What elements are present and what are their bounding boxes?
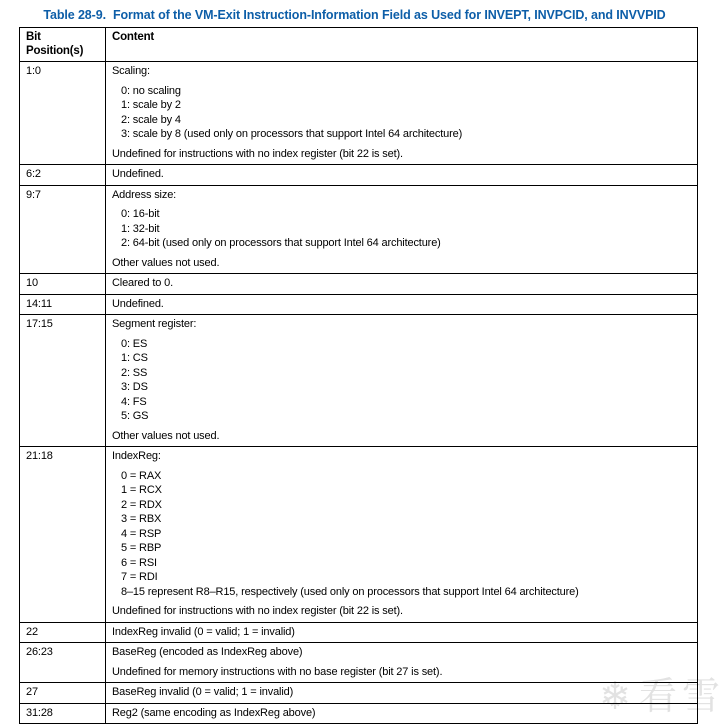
value-list-item: 1: scale by 2 xyxy=(121,99,181,111)
value-list-item: 0: ES xyxy=(121,337,148,350)
value-list-item: 0 = RAX xyxy=(121,469,162,482)
value-list-item: 1: 32-bit xyxy=(121,222,160,235)
snowflake-icon: ❄ xyxy=(599,676,631,718)
bit-position-value: 27 xyxy=(26,686,38,698)
column-header-content: Content xyxy=(106,28,698,62)
content-paragraph xyxy=(112,685,692,700)
value-list-item: 2: 64-bit (used only on processors that support Intel 64 architecture) xyxy=(121,237,441,249)
column-header-bit-positions: Bit Position(s) xyxy=(20,28,106,62)
table-row xyxy=(20,315,698,447)
value-list-item: 2: SS xyxy=(121,366,148,379)
table-row xyxy=(20,643,698,683)
table-row xyxy=(20,683,698,704)
content-text: Cleared to 0. xyxy=(112,277,174,289)
bit-position-cell xyxy=(20,315,106,447)
content-paragraph xyxy=(112,625,692,640)
content-paragraph xyxy=(112,167,692,182)
content-text: Segment register: xyxy=(112,318,197,330)
content-cell xyxy=(106,643,698,683)
value-list xyxy=(112,84,692,142)
content-text: Undefined for instructions with no index register (bit 22 is set). xyxy=(112,147,403,160)
value-list-item: 4 = RSP xyxy=(121,527,162,540)
bit-position-value: 21:18 xyxy=(26,450,53,462)
content-paragraph xyxy=(112,147,692,162)
table-row xyxy=(20,62,698,165)
value-list-item: 3: DS xyxy=(121,381,148,393)
value-list-item: 6 = RSI xyxy=(121,556,157,569)
content-text: Address size: xyxy=(112,188,177,201)
value-list xyxy=(112,337,692,424)
content-text: Undefined. xyxy=(112,297,164,310)
table-row xyxy=(20,703,698,724)
content-paragraph xyxy=(112,64,692,79)
content-cell xyxy=(106,622,698,643)
content-cell xyxy=(106,315,698,447)
content-text: IndexReg: xyxy=(112,450,161,462)
bit-position-cell xyxy=(20,703,106,724)
table-body xyxy=(20,62,698,724)
value-list-item: 3: scale by 8 (used only on processors that support Intel 64 architecture) xyxy=(121,128,463,140)
content-cell xyxy=(106,185,698,274)
content-text: IndexReg invalid (0 = valid; 1 = invalid) xyxy=(112,625,295,638)
bit-position-value: 6:2 xyxy=(26,168,41,180)
content-cell xyxy=(106,294,698,315)
bit-position-value: 10 xyxy=(26,277,38,289)
content-paragraph xyxy=(112,706,692,721)
table-header-row xyxy=(20,28,698,62)
content-paragraph xyxy=(112,276,692,291)
bit-position-value: 31:28 xyxy=(26,706,53,719)
bit-position-cell xyxy=(20,294,106,315)
value-list-item: 3 = RBX xyxy=(121,513,162,525)
bit-position-cell xyxy=(20,274,106,295)
table-caption-number: Table 28-9. xyxy=(43,8,106,22)
content-text: Scaling: xyxy=(112,65,150,77)
content-text: Other values not used. xyxy=(112,429,220,442)
bit-position-cell xyxy=(20,643,106,683)
value-list-item: 7 = RDI xyxy=(121,571,158,583)
table-row xyxy=(20,294,698,315)
table-caption xyxy=(0,8,709,22)
table-row xyxy=(20,622,698,643)
value-list-item: 2 = RDX xyxy=(121,498,162,511)
content-text: Other values not used. xyxy=(112,256,220,269)
bit-position-value: 17:15 xyxy=(26,318,53,330)
bit-position-cell xyxy=(20,165,106,186)
bit-position-value: 22 xyxy=(26,625,38,638)
bit-position-value: 1:0 xyxy=(26,65,41,77)
table-caption-title: Format of the VM-Exit Instruction-Information Field as Used for INVEPT, INVPCID, and INVVPID xyxy=(112,8,666,22)
value-list-item: 4: FS xyxy=(121,395,147,408)
value-list xyxy=(112,207,692,251)
bit-position-value: 9:7 xyxy=(26,188,41,201)
bit-position-value: 26:23 xyxy=(26,646,53,658)
content-cell xyxy=(106,703,698,724)
bit-position-value: 14:11 xyxy=(26,297,52,310)
vm-exit-instruction-info-table xyxy=(19,27,698,724)
content-paragraph xyxy=(112,297,692,312)
content-paragraph xyxy=(112,665,692,680)
content-cell xyxy=(106,165,698,186)
content-paragraph xyxy=(112,188,692,203)
value-list-item: 8–15 represent R8–R15, respectively (used only on processors that support Intel 64 architecture) xyxy=(121,585,579,598)
watermark-text: 看雪 xyxy=(638,676,725,718)
value-list-item: 1: CS xyxy=(121,352,148,364)
bit-position-cell xyxy=(20,622,106,643)
value-list-item: 5: GS xyxy=(121,410,149,422)
content-text: BaseReg (encoded as IndexReg above) xyxy=(112,646,303,658)
content-text: Undefined. xyxy=(112,168,164,180)
content-text: Undefined for memory instructions with no base register (bit 27 is set). xyxy=(112,665,443,678)
bit-position-cell xyxy=(20,447,106,623)
bit-position-cell xyxy=(20,185,106,274)
document-page xyxy=(0,8,725,724)
content-paragraph xyxy=(112,645,692,660)
value-list-item: 0: 16-bit xyxy=(121,208,160,220)
table-row xyxy=(20,165,698,186)
content-cell xyxy=(106,62,698,165)
value-list-item: 5 = RBP xyxy=(121,542,162,554)
value-list-item: 2: scale by 4 xyxy=(121,113,181,126)
content-paragraph xyxy=(112,449,692,464)
content-text: BaseReg invalid (0 = valid; 1 = invalid) xyxy=(112,686,294,698)
content-paragraph xyxy=(112,429,692,444)
content-paragraph xyxy=(112,604,692,619)
content-text: Undefined for instructions with no index register (bit 22 is set). xyxy=(112,605,403,617)
value-list-item: 0: no scaling xyxy=(121,84,181,97)
bit-position-cell xyxy=(20,62,106,165)
content-paragraph xyxy=(112,317,692,332)
content-text: Reg2 (same encoding as IndexReg above) xyxy=(112,706,316,719)
content-cell xyxy=(106,683,698,704)
table-row xyxy=(20,274,698,295)
table-row xyxy=(20,185,698,274)
table-header xyxy=(20,28,698,62)
content-cell xyxy=(106,274,698,295)
bit-position-cell xyxy=(20,683,106,704)
table-row xyxy=(20,447,698,623)
value-list-item: 1 = RCX xyxy=(121,484,162,496)
content-paragraph xyxy=(112,256,692,271)
content-cell xyxy=(106,447,698,623)
value-list xyxy=(112,469,692,600)
